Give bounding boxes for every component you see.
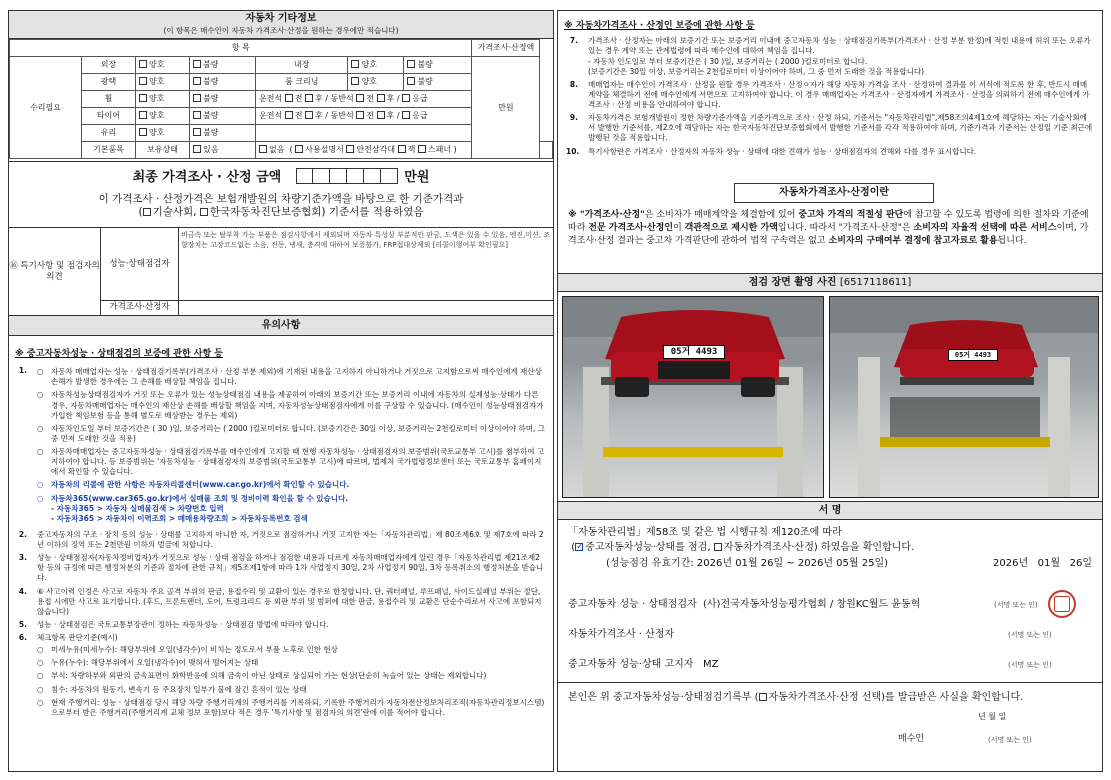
final-price-input[interactable] bbox=[296, 168, 398, 189]
exterior-bad[interactable]: 불량 bbox=[190, 57, 256, 74]
issue-confirm: 본인은 위 중고자동차성능·상태점검기록부 ( 자동차가격조사·산정 선택)를 발급받은 사실을 확인합니다. bbox=[568, 692, 1024, 703]
label-glass: 유리 bbox=[82, 125, 136, 142]
def-text: ※ "가격조사·산정"은 소비자가 매매계약을 체결함에 있어 중고차 가격의 적절성 판단에 참고할 수 있도록 법령에 의한 절차와 기준에 따라 전문 가격조사·산정인이 객관적으로 제시한 가액입니다. 따라서 "가격조사·산정"은 소비자의 자율적 선택에 따른 서비스이며, 가격조사·산정 결과는 중고차 가격판단에 관하여 법적 구속력은 없고 소비자의 구매여부 결정에 참고자료로 활용됩니다. bbox=[568, 210, 1089, 247]
tire-bad[interactable]: 불량 bbox=[190, 108, 256, 125]
other-info-title: 자동차 기타정보 bbox=[245, 13, 317, 24]
note-4: 4. ⑥ 사고이력 인정은 사고로 자동차 주요 골격 부위의 판금, 용접수리 및 교환이 있는 경우로 한정합니다. 단, 쿼터패널, 루프패널, 사이드실패널 부위는 절단, 용접 시에만 사고로 표기합니다. (후드, 프론트펜더, 도어, 트렁크리드 등 외판 부위 및 범퍼에 대한 판금, 용접수리 및 교환은 단순수리로서 사고에 포함되지 않습니다) bbox=[18, 586, 542, 616]
final-line2: ( 기술사회, 한국자동차진단보증협회) 기준서를 적용하였음 bbox=[138, 206, 424, 219]
col-price: 가격조사·산정액 bbox=[472, 40, 540, 57]
note-2: 2. 중고자동차의 구조 · 장치 등의 성능 · 상태를 고지하지 아니한 자, 거짓으로 점검하거나 거짓 고지한 자는「자동차관리법」제 80조제6호 및 제7호에 따라 2년 이하의 징역 또는 2천만원 이하의 벌금에 처합니다. bbox=[18, 529, 544, 550]
other-info-table bbox=[9, 39, 553, 159]
photos-header bbox=[558, 274, 1102, 292]
glass-good[interactable]: 양호 bbox=[136, 125, 190, 142]
gloss-bad[interactable]: 불량 bbox=[190, 74, 256, 91]
label-tire: 타이어 bbox=[82, 108, 136, 125]
note-6: 6. 체크항목 판단기준(예시) ○ 미세누유(미세누수): 해당부위에 오일(냉각수)이 비치는 정도로서 부품 노후로 인한 현상 ○ 누유(누수): 해당부위에서 오일(냉각수)이 맺혀서 떨어지는 상태 ○ 부식: 차량하부와 외판의 금속표면이 화학반응에 의해 금속이 아닌 상태로 상실되어 가는 현상(단순히 녹슬어 있는 상태는 제외합니다) ○ 침수: 자동차의 원동기, 변속기 등 주요장치 일부가 물에 잠긴 흔적이 있는 상태 ○ 현재 주행거리: 성능 · 상태점검 당시 해당 차량 주행거리계의 주행거리를 기록하되, 기록한 주행거리가 자동차전산정보처리조직(자동차관리정보시스템)으로부터 받은 주행거리(주행거리계 교체 정보 포함)보다 적은 경우 '특기사항 및 점검자의 의견'란에 이를 적어야 합니다. bbox=[18, 633, 545, 717]
other-info-header bbox=[9, 11, 553, 39]
plate-rear: 05거 4493 bbox=[948, 349, 998, 361]
def-title: 자동차가격조사·산정이란 bbox=[734, 183, 934, 203]
final-price-section bbox=[8, 162, 554, 228]
note-3: 3. 성능 · 상태점검자(자동차정비업자)가 거짓으로 성능 · 상태 점검을 하거나 점검한 내용과 다르게 자동차매매업자에게 알린 경우「자동차관리법 제21조제2항 등의 규정에 따른 행정처분의 기준과 절차에 관한 규칙」제5조제1항에 따라 1차 사업정지 30일, 2차 사업정지 90일, 3차 등록취소의 행정처분을 받습니다. bbox=[18, 553, 544, 583]
lift-car-rear-icon bbox=[830, 297, 1099, 498]
wheel-good[interactable]: 양호 bbox=[136, 91, 190, 108]
opinion-label: ⑯ 특기사항 및 점검자의 의견 bbox=[9, 228, 101, 315]
final-line1: 이 가격조사 · 산정가격은 보험개발원의 차량기준가액을 바탕으로 한 기준가격과 bbox=[98, 193, 464, 206]
check-issue-price[interactable] bbox=[759, 693, 767, 701]
opt-kadg[interactable] bbox=[200, 208, 208, 216]
exterior-good[interactable]: 양호 bbox=[136, 57, 190, 74]
col-item: 항 목 bbox=[10, 40, 472, 57]
notifier-name: MZ bbox=[703, 658, 719, 670]
official-seal-icon bbox=[1048, 590, 1076, 618]
notes-section bbox=[8, 316, 554, 772]
opt-tech-society[interactable] bbox=[143, 208, 151, 216]
possession-none[interactable]: 없음 ( 사용설명서 안전삼각대 잭 스패너 ) bbox=[256, 142, 540, 159]
other-info-subtitle: (이 항목은 매수인이 자동차 가격조사·산정을 원하는 경우에만 적습니다) bbox=[163, 25, 399, 35]
opinion-section bbox=[8, 228, 554, 316]
label-possession: 보유상태 bbox=[136, 142, 190, 159]
room-bad[interactable]: 불량 bbox=[404, 74, 472, 91]
perf-inspector-sign: 중고자동차 성능 · 상태점검자 (사)전국자동차성능평가협회 / 창원KC월드 윤동혁 (서명 또는 인) bbox=[568, 590, 1094, 620]
final-price-unit: 만원 bbox=[404, 170, 430, 185]
label-gloss: 광택 bbox=[82, 74, 136, 91]
plate-front: 05거 4493 bbox=[663, 345, 725, 359]
photos-section bbox=[557, 274, 1103, 502]
inspection-photo-rear bbox=[829, 296, 1099, 498]
glass-bad[interactable]: 불량 bbox=[190, 125, 256, 142]
final-price-title: 최종 가격조사 · 산정 금액 bbox=[132, 170, 282, 185]
price-inspector-sign: 자동차가격조사 · 산정자 (서명 또는 인) bbox=[568, 628, 1052, 640]
label-room-cleaning: 룸 크리닝 bbox=[256, 74, 348, 91]
interior-good[interactable]: 양호 bbox=[348, 57, 404, 74]
price-guarantee-title: ※ 자동차가격조사 · 산정인 보증에 관한 사항 등 bbox=[564, 21, 755, 31]
room-good[interactable]: 양호 bbox=[348, 74, 404, 91]
wheel-bad[interactable]: 불량 bbox=[190, 91, 256, 108]
gloss-good[interactable]: 양호 bbox=[136, 74, 190, 91]
unit-won: 만원 bbox=[472, 57, 540, 159]
recall-center-link[interactable]: 자동차의 리콜에 관한 사항은 자동차리콜센터(www.car.go.kr)에서 확인할 수 있습니다. bbox=[51, 480, 350, 490]
tire-good[interactable]: 양호 bbox=[136, 108, 190, 125]
pg-item-8: 8. 매매업자는 매수인이 가격조사 · 산정을 원할 경우 가격조사 · 산정ㅇ자가 해당 자동차 가격을 조사 · 산정하여 결과를 이 서식에 적도록 한 후, 반드시 매매계약을 체결하기 전에 매수인에게 서면으로 고지하여야 합니다. 이 경우 매매업자는 가격조사 · 산정자에게 가격조사 · 산정을 의뢰하기 전에 매수인에게 가격조사 · 산정 비용을 안내하여야 합니다. bbox=[569, 79, 1090, 109]
notes-title: 유의사항 bbox=[9, 316, 553, 336]
note-5: 5. 성능 · 상태점검은 국토교통부장관이 정하는 자동차성능 · 상태점검 방법에 따라야 합니다. bbox=[18, 619, 329, 629]
row-group-repair: 수리필요 bbox=[10, 57, 82, 159]
validity-text: (성능점검 유효기간: 2026년 01월 26일 ~ 2026년 05월 25일) bbox=[606, 558, 889, 569]
interior-bad[interactable]: 불량 bbox=[404, 57, 472, 74]
buyer-label: 매수인 bbox=[898, 734, 925, 744]
price-inspector-label: 가격조사·산정자 bbox=[101, 300, 179, 315]
signature-section bbox=[557, 502, 1103, 772]
issue-date: 년 월 일 bbox=[978, 712, 1007, 721]
note-1: 1. ○ 자동차 매매업자는 성능 · 상태점검기록부(가격조사 · 산정 부분 제외)에 기재된 내용을 고지하지 아니하거나 거짓으로 고지함으로써 매수인에게 재산상 손해가 발생한 경우에는 그 손해를 배상할 책임을 집니다. ○ 자동차성능상태점검자가 거짓 또는 오류가 있는 성능상태점검 내용을 제공하여 아래의 보증기간 또는 보증거리 이내에 자동차의 실제성능·상태가 다른 경우, 자동차매매업자는 매수인의 재산상 손해를 배상할 책임을 지며, 자동차성능상태점검자에게 이를 구상할 수 있습니다. (매수인이 성능상태점검자가 가입한 책임보험 등을 통해 별도로 배상받는 경우는 제외) ○ 자동차인도일 부터 보증기간은 ( 30 )일, 보증거리는 ( 2000 )킬로미터로 합니다. (보증기간은 30일 이상, 보증거리는 2천킬로미터 이상이어야 하며, 그 중 먼저 도래한 것을 적용) ○ 자동차매매업자는 중고자동차성능 · 상태점검기록부를 매수인에게 고지할 때 현행 자동차성능 · 상태점검자의 보증범위(국토교통부 고시)를 첨부하여 고지하여야 합니다. 등 보증범위는 '자동차성능 · 상태점검자의 보증범위(국토교통부 고시)에 따르며, 법제처 국가법령정보센터 또는 국토교통부 홈페이지에서 확인할 수 있습니다. ○ 자동차의 리콜에 관한 사항은 자동차리콜센터(www.car.go.kr)에서 확인할 수 있습니다. ○ 자동차365(www.car365.go.kr)에서 실매물 조회 및 정비이력 확인을 할 수 있습니다. - 자동차365 > 자동차 실매물검색 > 차량번호 입력 - 자동차365 > 자동차이 이력조회 > 매매용차량조회 > 자동차등록번호 검색 bbox=[18, 366, 546, 523]
car365-link[interactable]: 자동차365(www.car365.go.kr)에서 실매물 조회 및 정비이력 확인을 할 수 있습니다. bbox=[51, 493, 349, 503]
sign-date: 2026년 01월 26일 bbox=[993, 558, 1092, 569]
perf-opinion-text: 비금속 또는 탈부착 가능 부품은 점검사항에서 제외되며 자동차 특성상 부분적인 판금, 도색은 있을 수 있음, 엔진,미션, 조향장치는 고장코드없는 소음, 진동, 냉새, 충격에 대하여 보증불가, FRP접대상제외 [리콜이행여부 확인필요] bbox=[181, 231, 551, 250]
perf-inspector-name: (사)전국자동차성능평가협회 / 창원KC월드 윤동혁 bbox=[703, 598, 921, 610]
tire-positions[interactable]: 운전석 전 후 / 동반석 전 후 / 응급 bbox=[256, 108, 472, 125]
wheel-positions[interactable]: 운전석 전 후 / 동반석 전 후 / 응급 bbox=[256, 91, 472, 108]
sig-line2: ( ✓ 중고자동차성능·상태를 점검, 자동차가격조사·산정) 하였음을 확인합니다. bbox=[571, 541, 915, 553]
sig-line1: 「자동차관리법」제58조 및 같은 법 시행규칙 제120조에 따라 bbox=[568, 527, 842, 538]
final-price-row bbox=[9, 168, 553, 189]
sig-validity-row bbox=[568, 557, 1092, 572]
label-interior: 내장 bbox=[256, 57, 348, 74]
lift-car-front-icon bbox=[563, 297, 824, 498]
price-guarantee-section bbox=[557, 10, 1103, 274]
row-group-basic: 기본품목 bbox=[82, 142, 136, 159]
notes-sec-title: ※ 중고자동차성능 · 상태점검의 보증에 관한 사항 등 bbox=[15, 349, 223, 359]
label-wheel: 휠 bbox=[82, 91, 136, 108]
pg-item-10: 10. 특기사항란은 가격조사 · 산정자의 자동차 성능 · 상태에 대한 견해가 성능 · 상태점검자의 견해와 다를 경우 표시합니다. bbox=[566, 146, 977, 156]
possession-have[interactable]: 있음 bbox=[190, 142, 256, 159]
inspection-photo-front bbox=[562, 296, 824, 498]
signature-title: 서 명 bbox=[558, 502, 1102, 520]
pg-item-9: 9. 자동차가격은 보험개발원이 정한 차량기준가액을 기준가격으로 조사 · 산정 하되, 기준서는 "자동차관리법",제58조의4제1호에 해당하는 자는 기술사회에서 발행한 기준서를, 제2호에 해당하는 자는 한국자동차진단보증협회에서 발행한 기준서를 각각 적용하여야 하며, 기준가격과 기준서는 산정일 기준 최근에 발행된 것을 적용합니다. bbox=[569, 113, 1093, 143]
buyer-sign[interactable]: (서명 또는 인) bbox=[988, 736, 1032, 744]
check-perf[interactable]: ✓ bbox=[576, 541, 584, 552]
photos-title: 점검 장면 촬영 사진 bbox=[748, 277, 837, 288]
photos-id: [6517118611] bbox=[839, 277, 912, 288]
check-price[interactable] bbox=[714, 543, 722, 551]
other-info-section bbox=[8, 10, 554, 162]
perf-inspector-label: 성능·상태점검자 bbox=[101, 228, 179, 300]
pg-item-7: 7. 가격조사 · 산정자는 아래의 보증기간 또는 보증거리 이내에 중고자동차 성능 · 상태점검기록부(가격조사 · 산정 부분 한정)에 적힌 내용에 허위 또는 오류가 있는 경우 계약 또는 관계법령에 따라 매수인에 대하여 책임을 집니다. - 자동차 인도일로 부터 보증기간은 ( 30 )일, 보증거리는 ( 2000 )킬로미터로 합니다. (보증기간은 30일 이상, 보증거리는 2천킬로미터 이상이어야 하며, 그 중 먼저 도래한 것을 적용합니다) bbox=[569, 36, 1091, 76]
notifier-sign: 중고자동차 성능·상태 고지자 MZ (서명 또는 인) bbox=[568, 658, 1052, 670]
label-exterior: 외장 bbox=[82, 57, 136, 74]
